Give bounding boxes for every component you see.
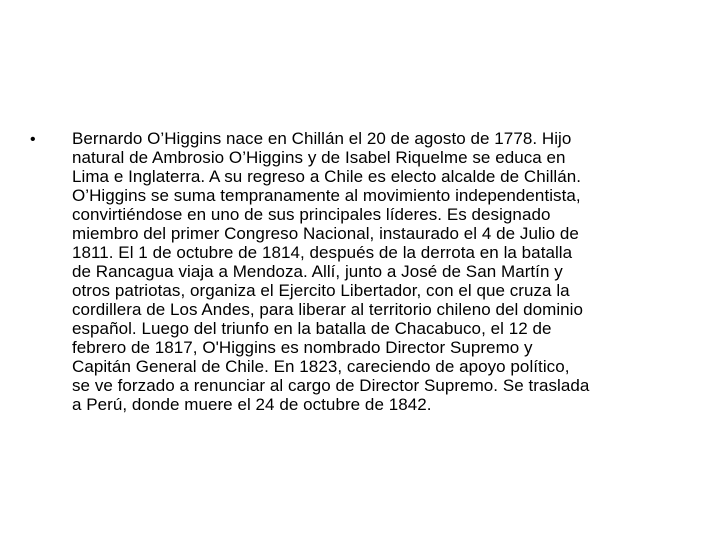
text-line: Bernardo O’Higgins nace en Chillán el 20 de agosto de 1778. Hijo bbox=[72, 129, 572, 148]
text-line: febrero de 1817, O'Higgins es nombrado Director Supremo y bbox=[72, 338, 533, 357]
text-line: se ve forzado a renunciar al cargo de Director Supremo. Se traslada bbox=[72, 376, 590, 395]
text-line: cordillera de Los Andes, para liberar al territorio chileno del dominio bbox=[72, 300, 583, 319]
text-line: otros patriotas, organiza el Ejercito Libertador, con el que cruza la bbox=[72, 281, 570, 300]
text-line: a Perú, donde muere el 24 de octubre de 1842. bbox=[72, 395, 432, 414]
text-line: natural de Ambrosio O’Higgins y de Isabel Riquelme se educa en bbox=[72, 148, 566, 167]
text-line: miembro del primer Congreso Nacional, instaurado el 4 de Julio de bbox=[72, 224, 579, 243]
text-line: Capitán General de Chile. En 1823, careciendo de apoyo político, bbox=[72, 357, 570, 376]
text-line: Lima e Inglaterra. A su regreso a Chile es electo alcalde de Chillán. bbox=[72, 167, 582, 186]
slide-content bbox=[30, 129, 694, 414]
bullet-item bbox=[30, 129, 694, 414]
text-line: convirtiéndose en uno de sus principales líderes. Es designado bbox=[72, 205, 551, 224]
text-line: 1811. El 1 de octubre de 1814, después de la derrota en la batalla bbox=[72, 243, 573, 262]
text-line: O’Higgins se suma tempranamente al movimiento independentista, bbox=[72, 186, 581, 205]
text-line: español. Luego del triunfo en la batalla de Chacabuco, el 12 de bbox=[72, 319, 552, 338]
bullet-text bbox=[72, 129, 694, 414]
text-line: de Rancagua viaja a Mendoza. Allí, junto a José de San Martín y bbox=[72, 262, 563, 281]
bullet-icon: • bbox=[30, 131, 36, 148]
